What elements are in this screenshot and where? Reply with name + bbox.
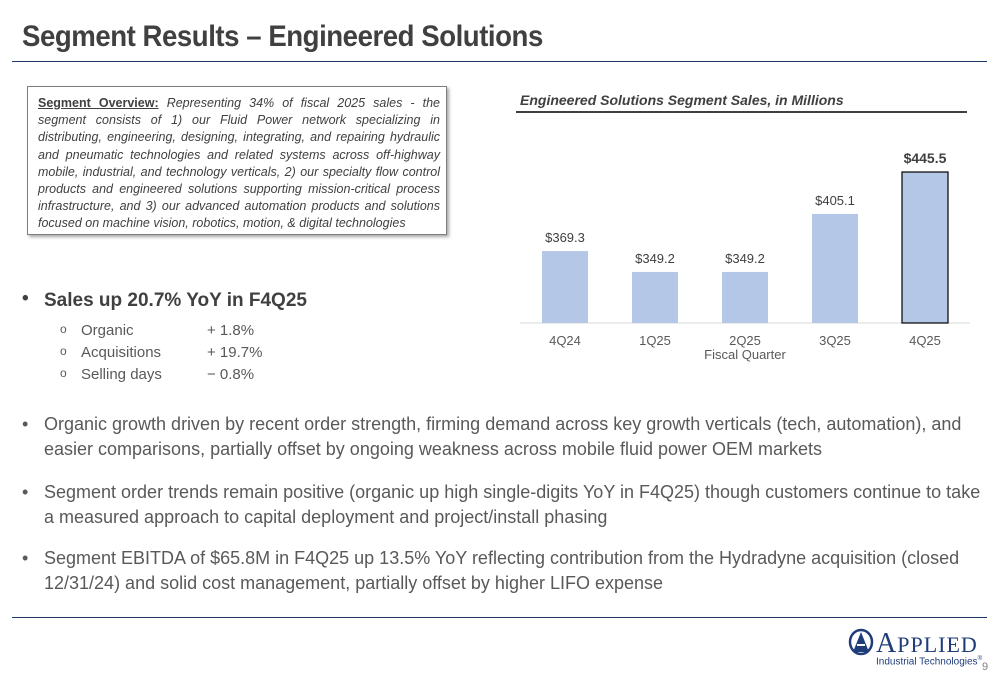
bullet-ebitda [22, 546, 987, 596]
tick-label-2Q25: 2Q25 [729, 333, 761, 348]
registered-mark: ® [977, 656, 982, 662]
sub-bullet-glyph: o [60, 366, 67, 380]
chart-title: Engineered Solutions Segment Sales, in Millions [520, 92, 844, 108]
bullet-glyph: • [22, 548, 29, 568]
logo-mark-icon [848, 628, 874, 656]
tick-label-4Q25: 4Q25 [909, 333, 941, 348]
logo-name-cap: A [876, 628, 898, 659]
footer-divider [12, 617, 987, 618]
segment-overview-box [27, 86, 447, 235]
bar-2Q25 [722, 272, 768, 323]
logo-name-rest: PPLIED [897, 632, 978, 657]
tick-label-1Q25: 1Q25 [639, 333, 671, 348]
data-label-1Q25: $349.2 [635, 250, 675, 266]
overview-label: Segment Overview: [38, 96, 159, 110]
x-axis-title: Fiscal Quarter [704, 347, 786, 362]
sub-bullet-glyph: o [60, 344, 67, 358]
bullet-organic-growth [22, 412, 987, 462]
breakdown-label: Selling days [81, 366, 162, 383]
sub-bullet-glyph: o [60, 322, 67, 336]
data-label-3Q25: $405.1 [815, 192, 855, 208]
bullet-glyph: • [22, 414, 29, 434]
logo-subtitle-text: Industrial Technologies [876, 656, 978, 668]
bar-4Q25 [902, 172, 948, 323]
sales-headline: Sales up 20.7% YoY in F4Q25 [44, 290, 307, 311]
bar-3Q25 [812, 214, 858, 323]
overview-text: Representing 34% of fiscal 2025 sales - the segment consists of 1) our Fluid Power network specializing in distributing, engineering, designing, integrating, and repairing hydraulic and pneumatic technologies and related systems across off-highway mobile, industrial, and technology verticals, 2) our specialty flow control products and engineered solutions supporting mission-critical process infrastructure, and 3) our advanced automation products and solutions focused on machine vision, robotics, motion, & digital technologies [38, 96, 441, 231]
breakdown-label: Organic [81, 322, 134, 339]
data-label-4Q25: $445.5 [903, 150, 947, 166]
sales-bar-chart [520, 120, 970, 365]
bullet-text: Organic growth driven by recent order strength, firming demand across key growth verticals (tech, automation), and easier comparisons, partially offset by ongoing weakness across mobile fluid power OEM markets [44, 414, 962, 459]
tick-label-4Q24: 4Q24 [549, 333, 581, 348]
tick-label-3Q25: 3Q25 [819, 333, 851, 348]
breakdown-value: + 19.7% [207, 344, 263, 361]
title-divider [12, 61, 987, 62]
company-logo [848, 628, 982, 672]
bar-4Q24 [542, 251, 588, 323]
page-title: Segment Results – Engineered Solutions [22, 20, 543, 53]
page-number: 9 [982, 661, 989, 673]
breakdown-value: + 1.8% [207, 322, 255, 339]
data-label-2Q25: $349.2 [725, 250, 765, 266]
bullet-glyph: • [22, 288, 29, 309]
bullet-glyph: • [22, 482, 29, 502]
bullet-order-trends [22, 480, 987, 530]
chart-title-underline [516, 111, 967, 113]
breakdown-value: − 0.8% [207, 366, 255, 383]
bullet-text: Segment order trends remain positive (organic up high single-digits YoY in F4Q25) though customers continue to take a measured approach to capital deployment and project/install phasing [44, 482, 981, 527]
logo-subtitle [876, 656, 982, 667]
breakdown-label: Acquisitions [81, 344, 162, 361]
bullet-text: Segment EBITDA of $65.8M in F4Q25 up 13.5% YoY reflecting contribution from the Hydradyne acquisition (closed 12/31/24) and solid cost management, partially offset by higher LIFO expense [44, 548, 960, 593]
bar-1Q25 [632, 272, 678, 323]
data-label-4Q24: $369.3 [545, 230, 585, 246]
